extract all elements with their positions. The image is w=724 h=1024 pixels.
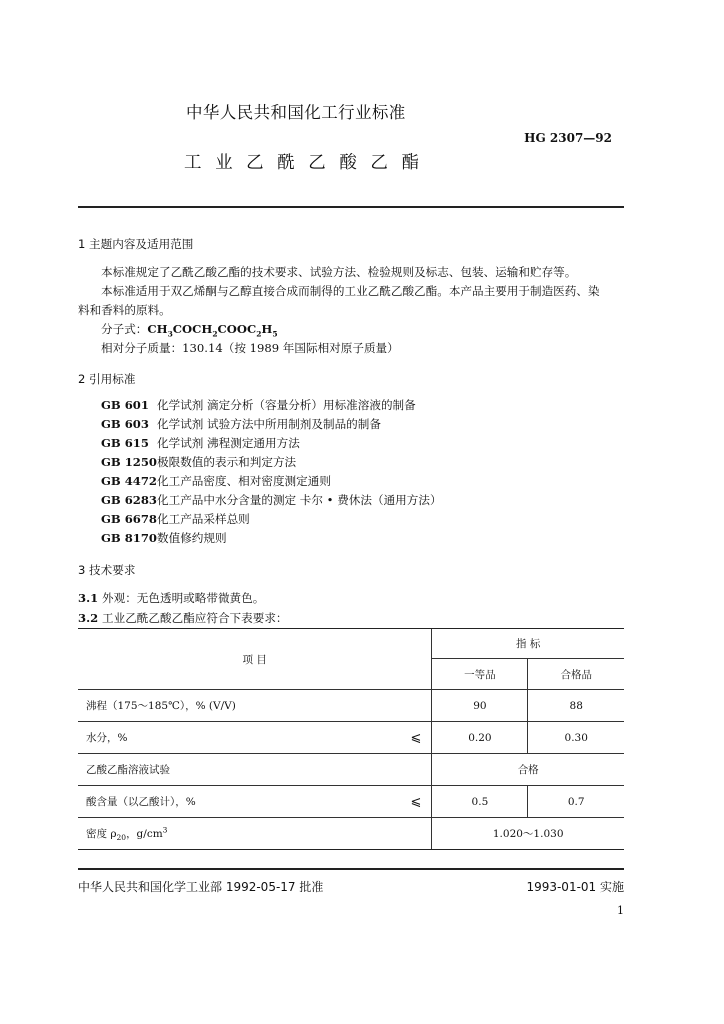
table-row (78, 754, 624, 786)
table-row (78, 722, 624, 754)
grade-qualified: 合格品 (528, 659, 624, 690)
reference-item: GB 601 化学试剂 滴定分析（容量分析）用标准溶液的制备 (101, 398, 416, 412)
clause-3-2-number: 3.2 (78, 611, 99, 625)
row-value-first: 0.20 (432, 722, 528, 754)
requirements-table (78, 628, 624, 850)
reference-list (101, 396, 442, 548)
reference-item: GB 615 化学试剂 沸程测定通用方法 (101, 436, 300, 450)
row-item-label: 沸程（175～185℃），% (V/V) (86, 700, 236, 712)
clause-3-1-number: 3.1 (78, 591, 99, 605)
effective-date: 1993-01-01 实施 (526, 880, 624, 894)
less-equal-symbol: ⩽ (410, 730, 422, 745)
section-2-heading: 2 引用标准 (78, 372, 136, 386)
less-equal-symbol: ⩽ (410, 794, 422, 809)
reference-item: GB 1250极限数值的表示和判定方法 (101, 455, 297, 469)
row-value-merged: 合格 (432, 754, 624, 786)
section-1-heading: 1 主题内容及适用范围 (78, 237, 194, 251)
row-item-label: 密度 $\rho_{20}$，$g/cm^3$ (86, 825, 168, 842)
row-value-qualified: 0.7 (528, 786, 624, 818)
reference-item: GB 6678化工产品采样总则 (101, 512, 250, 526)
footer-rule (78, 868, 624, 870)
column-header-index: 指 标 (432, 629, 624, 659)
section-1-para2-line2: 料和香料的原料。 (78, 303, 171, 317)
row-value-first: 0.5 (432, 786, 528, 818)
row-value-merged: 1.020～1.030 (432, 818, 624, 850)
clause-3-1-text: 外观：无色透明或略带微黄色。 (102, 591, 265, 605)
table-row (78, 690, 624, 722)
reference-item: GB 6283化工产品中水分含量的测定 卡尔 • 费休法（通用方法） (101, 493, 442, 507)
row-item-label: 水分，% (86, 732, 128, 744)
table-row (78, 818, 624, 850)
row-value-qualified: 0.30 (528, 722, 624, 754)
approval-statement: 中华人民共和国化学工业部 1992-05-17 批准 (78, 880, 324, 894)
row-value-first: 90 (432, 690, 528, 722)
formula-label: 分子式： (101, 322, 148, 336)
clause-3-2-text: 工业乙酰乙酸乙酯应符合下表要求： (102, 611, 288, 625)
row-item-label: 酸含量（以乙酸计），% (86, 796, 196, 808)
section-1-para2-line1: 本标准适用于双乙烯酮与乙醇直接合成而制得的工业乙酰乙酸乙酯。本产品主要用于制造医药、染 (101, 284, 600, 298)
document-title: 工 业 乙 酰 乙 酸 乙 酯 (184, 153, 423, 173)
header-rule (78, 206, 624, 208)
section-1-para1: 本标准规定了乙酰乙酸乙酯的技术要求、试验方法、检验规则及标志、包装、运输和贮存等。 (101, 265, 577, 279)
row-value-qualified: 88 (528, 690, 624, 722)
table-row (78, 786, 624, 818)
grade-first-class: 一等品 (432, 659, 528, 690)
org-title: 中华人民共和国化工行业标准 (186, 103, 406, 122)
reference-item: GB 603 化学试剂 试验方法中所用制剂及制品的制备 (101, 417, 381, 431)
clause-3-1 (78, 589, 264, 607)
page-number: 1 (617, 904, 624, 917)
reference-item: GB 8170数值修约规则 (101, 531, 227, 545)
column-header-item: 项 目 (78, 629, 432, 690)
standard-code: HG 2307—92 (524, 131, 612, 145)
table-header-row (78, 629, 624, 659)
molecular-mass: 相对分子质量：130.14（按 1989 年国际相对原子质量） (101, 341, 399, 355)
reference-item: GB 4472化工产品密度、相对密度测定通则 (101, 474, 331, 488)
row-item-label: 乙酸乙酯溶液试验 (86, 764, 170, 776)
clause-3-2 (78, 609, 288, 627)
section-3-heading: 3 技术要求 (78, 563, 136, 577)
formula-text: $CH_3COCH_2COOC_2H_5$ (147, 322, 278, 339)
